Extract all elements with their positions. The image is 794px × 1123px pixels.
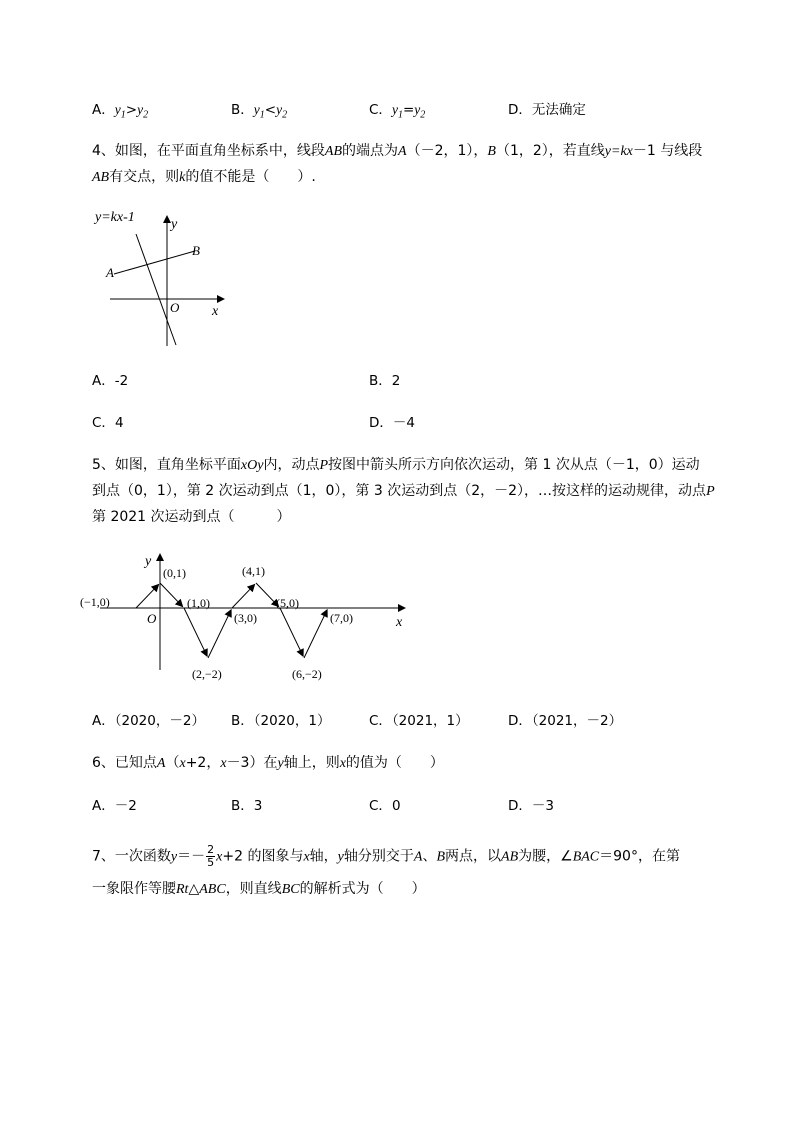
q5-move-arrow [160,583,183,607]
q4-x-label: x [212,304,219,319]
q5-move-arrow [136,584,159,608]
q5-point-label: (7,0) [330,611,353,625]
q5-point-label: (2,−2) [192,667,222,681]
q7-fraction: $\frac{2}{5}$ [207,843,215,869]
q4-segment-ab [114,251,195,274]
q4-option-d[interactable]: D．－4 [369,415,415,431]
q6-stem: 6、已知点A（x+2，x－3）在y轴上，则x的值为（ ） [92,755,444,771]
q5-move-arrow [232,584,255,608]
q4-option-c[interactable]: C．4 [92,415,124,431]
q6-option-a[interactable]: A．－2 [92,798,137,814]
q5-point-label: (3,0) [234,611,257,625]
q3-option-d[interactable]: D．无法确定 [508,102,586,118]
q5-move-arrow [208,610,231,658]
q4-stem-line2: AB有交点，则k的值不能是（ ）. [92,169,316,185]
q4-option-a[interactable]: A．-2 [92,373,129,389]
q5-option-d[interactable]: D．（2021，－2） [508,713,623,729]
q5-option-a[interactable]: A．（2020，－2） [92,713,205,729]
q5-move-arrow [184,608,207,656]
q4-stem-line1: 4、如图，在平面直角坐标系中，线段AB的端点为A（－2，1），B（1，2），若直线y=kx－1 与线段 [92,143,703,159]
q6-option-c[interactable]: C．0 [369,798,401,814]
q4-y-label: y [171,217,178,232]
q4-line-label: y=kx-1 [95,210,135,225]
q4-point-b-label: B [192,243,200,258]
q4-point-a-label: A [106,265,114,280]
q5-move-arrow [304,610,327,658]
q5-stem-line2: 到点（0，1），第 2 次运动到点（1，0），第 3 次运动到点（2，－2），…按这样的运动规律，动点P [92,483,715,499]
q4-origin-label: O [170,300,180,315]
q4-line-kx [136,234,176,345]
q5-y-label: y [145,554,152,569]
q5-option-c[interactable]: C．（2021，1） [369,713,469,729]
q5-point-label: (1,0) [187,596,210,610]
q4-figure [92,204,242,352]
q7-stem-line2: 一象限作等腰Rt△ABC，则直线BC的解析式为（ ） [92,881,426,897]
q5-point-label: (4,1) [242,564,265,578]
q5-origin-label: O [147,611,157,626]
q5-x-label: x [396,615,403,630]
q5-move-arrow [280,608,303,656]
q5-stem-line3: 第 2021 次运动到点（ ） [92,509,291,525]
q4-option-b[interactable]: B．2 [369,373,401,389]
q6-option-d[interactable]: D．－3 [508,798,554,814]
q5-stem-line1: 5、如图，直角坐标平面xOy内，动点P按图中箭头所示方向依次运动，第 1 次从点（－1，0）运动 [92,457,700,473]
q3-option-b[interactable]: B．$y_1<y_2$ [231,102,288,121]
q5-point-label: (0,1) [163,566,186,580]
q5-option-b[interactable]: B．（2020，1） [231,713,331,729]
q7-stem-line1: 7、一次函数y＝－ $\frac{2}{5}$ x+2 的图象与x轴，y轴分别交于A、B两点，以AB为腰，∠BAC＝90°，在第 [92,843,680,869]
q3-option-a[interactable]: A．$y_1>y_2$ [92,102,149,121]
q5-figure [80,548,422,681]
q5-point-label: (5,0) [276,596,299,610]
q5-point-label: (−1,0) [80,595,110,609]
q6-option-b[interactable]: B．3 [231,798,263,814]
q3-option-c[interactable]: C．$y_1=y_2$ [369,102,426,121]
q5-point-label: (6,−2) [292,667,322,681]
